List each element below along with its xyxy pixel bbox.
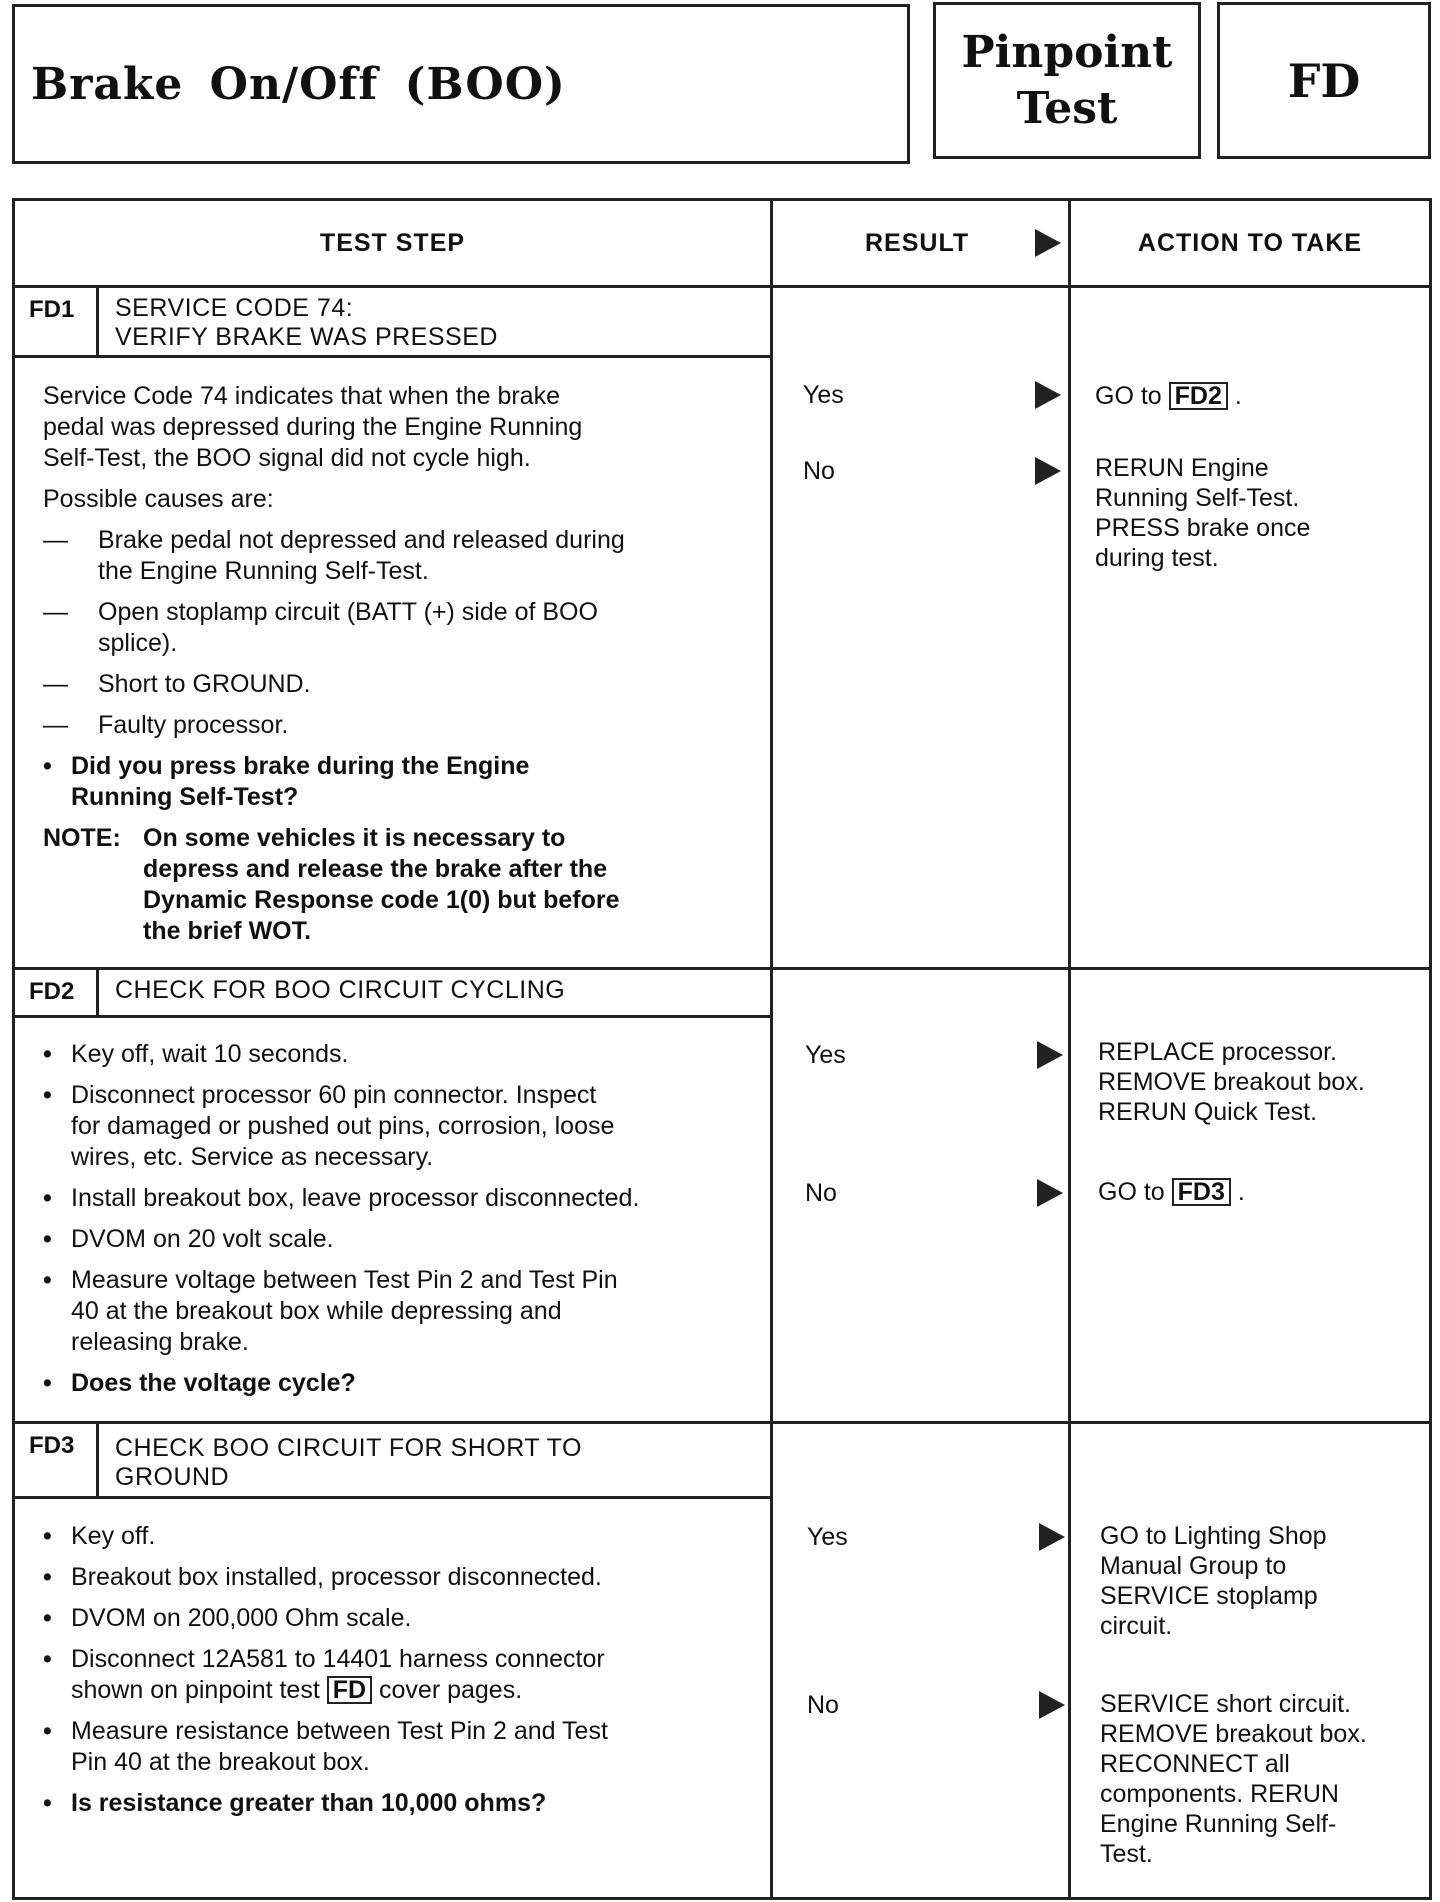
- description-line: Service Code 74 indicates that when the brake: [43, 382, 560, 410]
- step-title-line: VERIFY BRAKE WAS PRESSED: [115, 323, 498, 351]
- title-box: [12, 4, 910, 164]
- arrow-icon: [1035, 457, 1061, 485]
- test-code: FD: [1287, 53, 1361, 108]
- step-question: • Does the voltage cycle?: [43, 1369, 356, 1397]
- bullet-mark: •: [43, 752, 52, 780]
- procedure-item: • Breakout box installed, processor disconnected.: [43, 1563, 602, 1591]
- procedure-item: • Install breakout box, leave processor disconnected.: [43, 1184, 640, 1212]
- step-question: • Is resistance greater than 10,000 ohms?: [43, 1789, 547, 1817]
- cause-text: Faulty processor.: [98, 711, 289, 739]
- page-title: Brake On/Off (BOO): [31, 58, 566, 110]
- result-yes: Yes: [807, 1523, 848, 1551]
- cause-item: [43, 525, 753, 587]
- step-title-line: CHECK BOO CIRCUIT FOR SHORT TO: [115, 1434, 582, 1462]
- result-header-label: RESULT: [865, 228, 970, 257]
- column-header-result: [773, 201, 1068, 285]
- result-header-arrow-icon: [1035, 229, 1061, 257]
- result-yes: Yes: [803, 381, 844, 409]
- step-content-fd2: [43, 1039, 763, 1409]
- result-yes: Yes: [805, 1041, 846, 1069]
- dash-mark: —: [43, 670, 68, 698]
- step-label-fd1: [15, 288, 770, 358]
- step-title-fd2: CHECK FOR BOO CIRCUIT CYCLING: [115, 976, 566, 1004]
- action-no: SERVICE short circuit. REMOVE breakout box. RECONNECT all components. RERUN Engine Running Self- Test.: [1100, 1690, 1367, 1868]
- test-label: Test: [1016, 82, 1118, 134]
- cause-text: Short to GROUND.: [98, 670, 311, 698]
- step-title-fd3: [115, 1434, 582, 1492]
- procedure-item: • Measure resistance between Test Pin 2 and Test Pin 40 at the breakout box.: [43, 1717, 608, 1776]
- column-divider-action: [1068, 201, 1071, 1897]
- pinpoint-label: Pinpoint: [961, 26, 1173, 78]
- step-ref-fd3: FD3: [1172, 1178, 1231, 1206]
- description-line: Self-Test, the BOO signal did not cycle high.: [43, 444, 531, 472]
- procedure-item: • DVOM on 20 volt scale.: [43, 1225, 334, 1253]
- action-yes: GO to Lighting Shop Manual Group to SERVICE stoplamp circuit.: [1100, 1522, 1327, 1640]
- question-text: Did you press brake during the Engine Running Self-Test?: [71, 752, 530, 811]
- arrow-icon: [1037, 1041, 1063, 1069]
- result-no: No: [807, 1691, 839, 1719]
- step-id-fd3: FD3: [15, 1424, 99, 1496]
- step-id-fd2: FD2: [15, 970, 99, 1015]
- column-divider-result: [770, 201, 773, 1897]
- step-ref-fd2: FD2: [1169, 382, 1228, 410]
- step-question: [43, 751, 753, 813]
- result-no: No: [805, 1179, 837, 1207]
- column-header-action: ACTION TO TAKE: [1137, 228, 1363, 257]
- causes-intro: Possible causes are:: [43, 485, 274, 513]
- arrow-icon: [1035, 381, 1061, 409]
- step-label-fd3: [15, 1424, 770, 1499]
- procedure-item: • Disconnect processor 60 pin connector. Inspect for damaged or pushed out pins, corrosion, loose wires, etc. Service as necessary.: [43, 1081, 615, 1171]
- test-ref-fd: FD: [327, 1676, 372, 1704]
- procedure-item: • DVOM on 200,000 Ohm scale.: [43, 1604, 412, 1632]
- dash-mark: —: [43, 598, 68, 626]
- action-no: RERUN Engine Running Self-Test. PRESS brake once during test.: [1095, 454, 1311, 572]
- note-label: NOTE:: [43, 824, 121, 852]
- step-title-fd1: [115, 294, 498, 352]
- dash-mark: —: [43, 526, 68, 554]
- step-content-fd3: [43, 1521, 763, 1829]
- note-text: On some vehicles it is necessary to depress and release the brake after the Dynamic Response code 1(0) but before the brief WOT.: [143, 824, 620, 945]
- step-label-fd2: [15, 970, 770, 1018]
- arrow-icon: [1037, 1179, 1063, 1207]
- description-paragraph: [43, 381, 753, 474]
- procedure-item: • Key off.: [43, 1522, 156, 1550]
- test-code-box: [1217, 2, 1431, 159]
- action-yes: REPLACE processor. REMOVE breakout box. RERUN Quick Test.: [1098, 1038, 1365, 1126]
- cause-text: Open stoplamp circuit (BATT (+) side of BOO splice).: [98, 598, 598, 657]
- arrow-icon: [1039, 1523, 1065, 1551]
- step-content-fd1: [43, 381, 753, 947]
- procedure-item: • Disconnect 12A581 to 14401 harness connector shown on pinpoint test FD cover pages.: [43, 1645, 605, 1704]
- description-line: pedal was depressed during the Engine Running: [43, 413, 583, 441]
- cause-text: Brake pedal not depressed and released during the Engine Running Self-Test.: [98, 526, 625, 585]
- cause-item: [43, 710, 753, 741]
- procedure-item: • Key off, wait 10 seconds.: [43, 1040, 349, 1068]
- note: [43, 823, 753, 947]
- step-title-line: GROUND: [115, 1463, 230, 1491]
- action-yes: GO to FD2 .: [1095, 382, 1242, 410]
- arrow-icon: [1039, 1691, 1065, 1719]
- pinpoint-test-box: [933, 2, 1201, 159]
- cause-item: [43, 669, 753, 700]
- cause-item: [43, 597, 753, 659]
- result-no: No: [803, 457, 835, 485]
- column-header-test-step: TEST STEP: [319, 228, 466, 257]
- procedure-item: • Measure voltage between Test Pin 2 and Test Pin 40 at the breakout box while depressing and releasing brake.: [43, 1266, 618, 1356]
- dash-mark: —: [43, 711, 68, 739]
- pinpoint-test-table: [12, 198, 1432, 1900]
- step-id-fd1: FD1: [15, 288, 99, 355]
- action-no: GO to FD3 .: [1098, 1178, 1245, 1206]
- step-title-line: SERVICE CODE 74:: [115, 294, 354, 322]
